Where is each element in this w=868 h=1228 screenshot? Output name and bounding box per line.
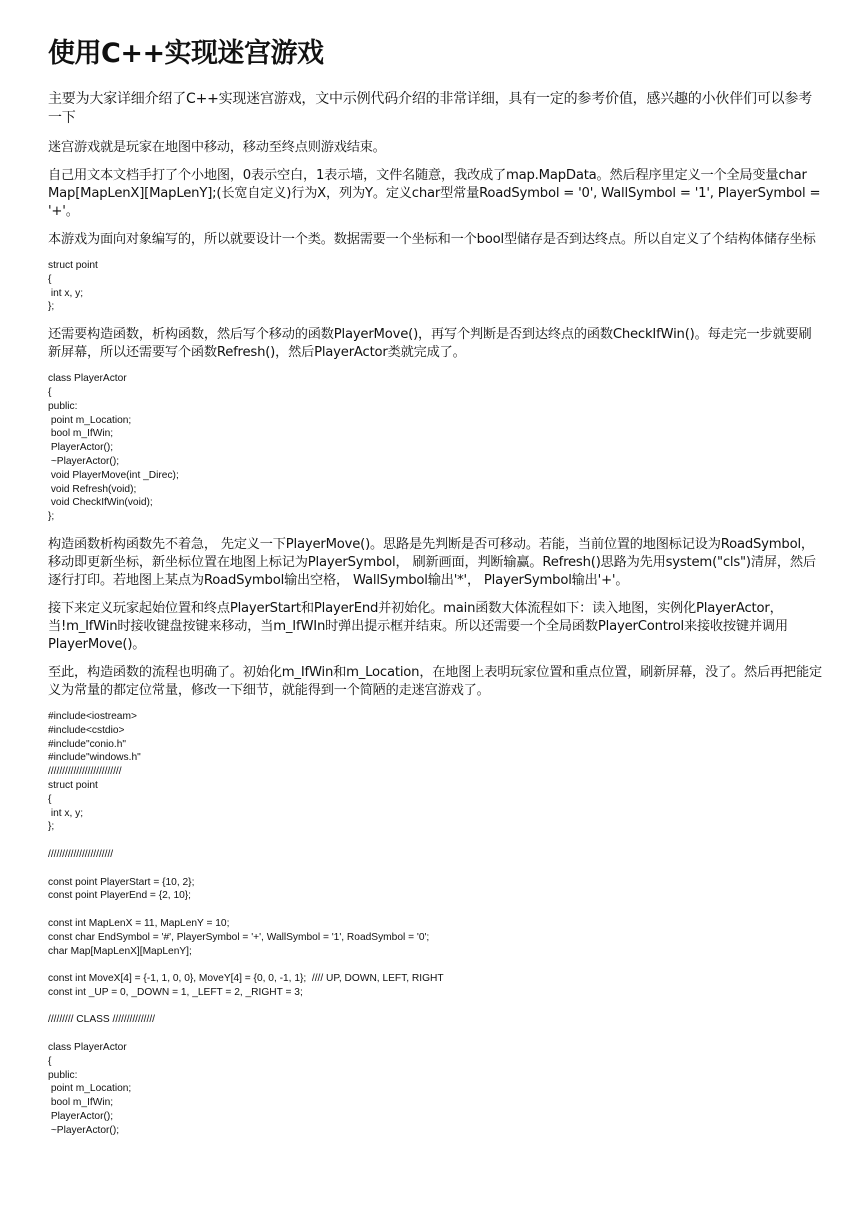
code-block-struct: struct point { int x, y; }; <box>48 260 98 313</box>
paragraph-5: 构造函数析构函数先不着急， 先定义一下PlayerMove()。思路是先判断是否可移动。若能，当前位置的地图标记设为RoadSymbol， 移动即更新坐标，新坐标位置在地图上标记为PlayerSymbol， 刷新画面，判断输赢。Refresh()思路为先用system("cls")清屏，然后逐行打印。若地图上某点为RoadSymbol输出空格， WallSymbol输出'*'， PlayerSymbol输出'+'。 <box>48 536 816 588</box>
paragraph-4: 还需要构造函数，析构函数，然后写个移动的函数PlayerMove()，再写个判断是否到达终点的函数CheckIfWin()。每走完一步就要刷新屏幕，所以还需要写个函数Refresh()，然后PlayerActor类就完成了。 <box>48 327 812 361</box>
code-block-class: class PlayerActor { public: point m_Location; bool m_IfWin; PlayerActor(); ~PlayerActor(); void PlayerMove(int _Direc); void Refresh(void); void CheckIfWin(void); }; <box>48 373 179 523</box>
code-block-main: #include<iostream> #include<cstdio> #include"conio.h" #include"windows.h" ////////////////////////// struct point { int x, y; }; /////////////////////// const point PlayerStart = {10, 2}; const point PlayerEnd = {2, 10}; const int MapLenX = 11, MapLenY = 10; const char EndSymbol = '#', PlayerSymbol = '+', WallSymbol = '1', RoadSymbol = '0'; char Map[MapLenX][MapLenY]; const int MoveX[4] = {-1, 1, 0, 0}, MoveY[4] = {0, 0, -1, 1}; //// UP, DOWN, LEFT, RIGHT const int _UP = 0, _DOWN = 1, _LEFT = 2, _RIGHT = 3; ///////// CLASS /////////////// class PlayerActor { public: point m_Location; bool m_IfWin; PlayerActor(); ~PlayerActor(); <box>48 710 444 1136</box>
paragraph-7: 至此，构造函数的流程也明确了。初始化m_IfWin和m_Location，在地图上表明玩家位置和重点位置，刷新屏幕，没了。然后再把能定义为常量的都定位常量，修改一下细节，就能得到一个简陋的走迷宫游戏了。 <box>48 664 822 698</box>
intro-summary: 主要为大家详细介绍了C++实现迷宫游戏，文中示例代码介绍的非常详细，具有一定的参考价值，感兴趣的小伙伴们可以参考一下 <box>48 91 813 126</box>
paragraph-3: 本游戏为面向对象编写的，所以就要设计一个类。数据需要一个坐标和一个bool型储存是否到达终点。所以自定义了个结构体储存坐标 <box>48 232 816 247</box>
paragraph-2: 自己用文本文档手打了个小地图，0表示空白，1表示墙，文件名随意，我改成了map.MapData。然后程序里定义一个全局变量char Map[MapLenX][MapLenY];(长宽自定义)行为X，列为Y。定义char型常量RoadSymbol = '0', WallSymbol = '1', PlayerSymbol = '+'。 <box>48 168 821 219</box>
page-title: 使用C++实现迷宫游戏 <box>48 38 324 69</box>
paragraph-1: 迷宫游戏就是玩家在地图中移动，移动至终点则游戏结束。 <box>48 140 386 155</box>
paragraph-6: 接下来定义玩家起始位置和终点PlayerStart和PlayerEnd并初始化。main函数大体流程如下：读入地图，实例化PlayerActor，当!m_IfWin时接收键盘按键来移动，当m_IfWIn时弹出提示框并结束。所以还需要一个全局函数PlayerControl来接收按键并调用PlayerMove()。 <box>48 600 788 652</box>
article <box>48 36 823 1150</box>
